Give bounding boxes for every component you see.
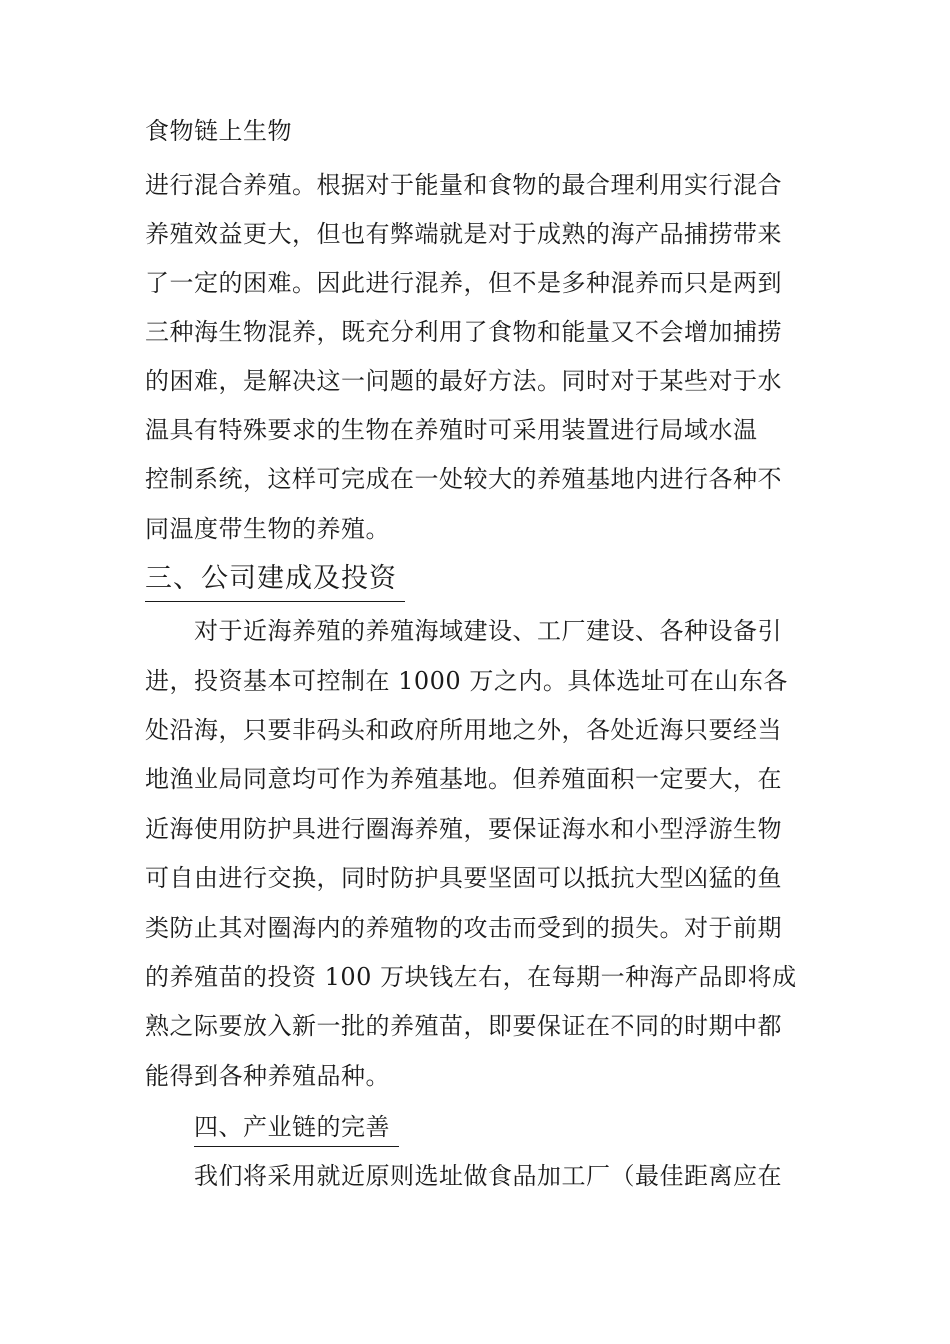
paragraph-line: 三种海生物混养，既充分利用了食物和能量又不会增加捕捞 bbox=[145, 318, 782, 346]
paragraph-line: 进，投资基本可控制在 1000 万之内。具体选址可在山东各 bbox=[145, 667, 788, 695]
paragraph-line: 地渔业局同意均可作为养殖基地。但养殖面积一定要大，在 bbox=[145, 765, 782, 793]
section-3-heading: 三、公司建成及投资 bbox=[145, 563, 397, 594]
paragraph-line: 对于近海养殖的养殖海域建设、工厂建设、各种设备引 bbox=[194, 617, 782, 645]
paragraph-line: 了一定的困难。因此进行混养，但不是多种混养而只是两到 bbox=[145, 269, 782, 297]
paragraph-line: 可自由进行交换，同时防护具要坚固可以抵抗大型凶猛的鱼 bbox=[145, 864, 782, 892]
paragraph-line: 温具有特殊要求的生物在养殖时可采用装置进行局域水温 bbox=[145, 416, 758, 444]
paragraph-line: 食物链上生物 bbox=[145, 117, 292, 145]
section-4-heading: 四、产业链的完善 bbox=[194, 1113, 390, 1141]
paragraph-line: 熟之际要放入新一批的养殖苗，即要保证在不同的时期中都 bbox=[145, 1012, 782, 1040]
paragraph-line: 的养殖苗的投资 100 万块钱左右，在每期一种海产品即将成 bbox=[145, 963, 797, 991]
section-3-heading-underline bbox=[145, 601, 405, 602]
paragraph-line: 近海使用防护具进行圈海养殖，要保证海水和小型浮游生物 bbox=[145, 815, 782, 843]
paragraph-line: 控制系统，这样可完成在一处较大的养殖基地内进行各种不 bbox=[145, 465, 782, 493]
paragraph-line: 处沿海，只要非码头和政府所用地之外，各处近海只要经当 bbox=[145, 716, 782, 744]
paragraph-line: 进行混合养殖。根据对于能量和食物的最合理利用实行混合 bbox=[145, 171, 782, 199]
paragraph-line: 类防止其对圈海内的养殖物的攻击而受到的损失。对于前期 bbox=[145, 914, 782, 942]
paragraph-line: 的困难，是解决这一问题的最好方法。同时对于某些对于水 bbox=[145, 367, 782, 395]
section-4-heading-underline bbox=[194, 1146, 399, 1147]
paragraph-line: 能得到各种养殖品种。 bbox=[145, 1062, 390, 1090]
paragraph-line: 同温度带生物的养殖。 bbox=[145, 515, 390, 543]
paragraph-line: 我们将采用就近原则选址做食品加工厂（最佳距离应在 bbox=[194, 1162, 782, 1190]
paragraph-line: 养殖效益更大，但也有弊端就是对于成熟的海产品捕捞带来 bbox=[145, 220, 782, 248]
